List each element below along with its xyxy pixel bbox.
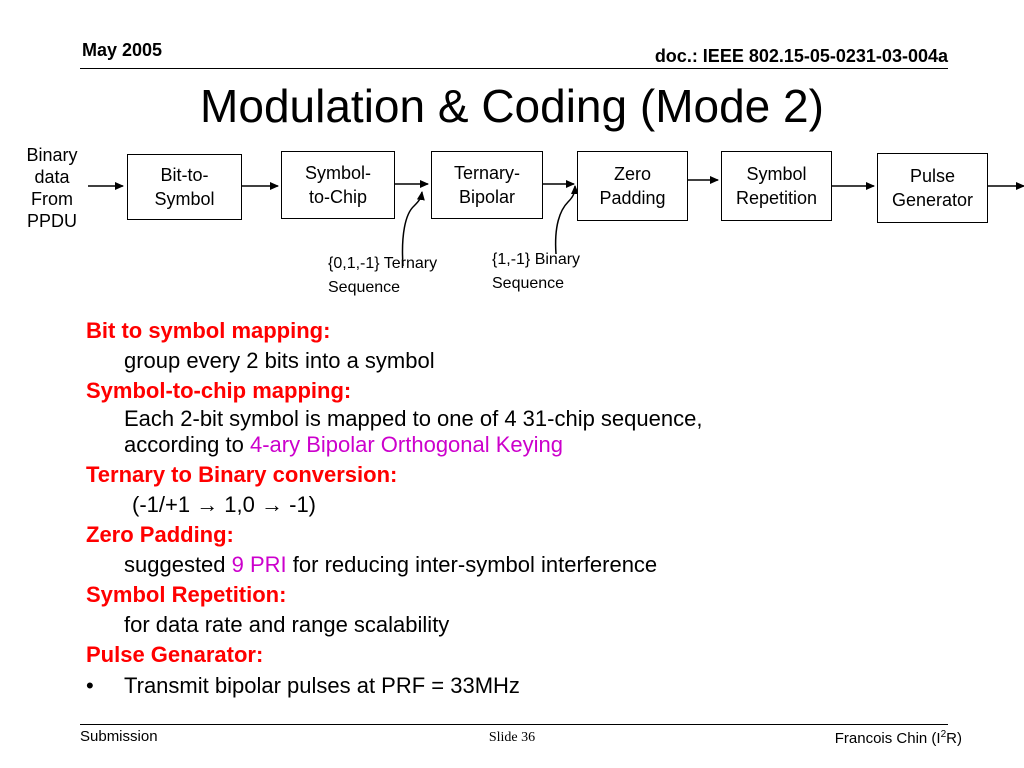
block-label: Repetition [735,188,818,208]
description-line: Each 2-bit symbol is mapped to one of 4 31-chip sequence, [124,406,703,431]
note-line: {1,-1} Binary [492,251,581,268]
footer-author-text: Francois Chin (I [834,730,941,747]
highlight-text: 9 PRI [231,552,287,577]
section-description: (-1/+1 → 1,0 → -1) [132,492,317,517]
body-text [86,316,986,702]
footer-submission: Submission [80,728,158,745]
footer-author-sup: 2 [940,729,947,740]
block-label: Symbol [746,164,807,184]
block-pulse-generator [877,153,988,223]
block-bit-to-symbol [127,154,242,220]
block-label: Pulse [909,166,955,186]
note-pointer-binary [556,186,575,254]
block-label: to-Chip [308,187,367,207]
input-label-line: PPDU [26,211,77,231]
block-label: Ternary- [453,163,520,183]
section-heading: Pulse Genarator: [86,642,264,667]
note-line: Sequence [492,275,565,292]
footer-author-text: R) [946,730,962,747]
slide-title: Modulation & Coding (Mode 2) [200,80,824,132]
block-zero-padding [577,151,688,221]
section-heading: Symbol-to-chip mapping: [86,378,352,403]
block-symbol-to-chip [281,151,395,219]
header-date: May 2005 [82,40,163,60]
description-text: suggested [124,552,232,577]
block-label: Bipolar [458,187,515,207]
section-heading: Ternary to Binary conversion: [86,462,398,487]
section-description: for data rate and range scalability [124,612,450,637]
block-label: Bit-to- [160,165,209,185]
input-label-line: From [31,189,73,209]
note-line: {0,1,-1} Ternary [328,255,438,272]
input-label-line: Binary [26,145,78,165]
footer-author [835,729,962,747]
bullet-dot: • [86,673,94,698]
description-text: according to [124,432,250,457]
bullet-text: Transmit bipolar pulses at PRF = 33MHz [124,673,520,698]
note-ternary-sequence [328,252,437,300]
highlight-text: 4-ary Bipolar Orthogonal Keying [249,432,564,457]
section-heading: Symbol Repetition: [86,582,287,607]
block-label: Symbol [154,189,215,209]
note-binary-sequence [492,248,580,296]
block-label: Generator [891,190,974,210]
header-doc-id: doc.: IEEE 802.15-05-0231-03-004a [654,46,948,66]
section-heading: Bit to symbol mapping: [86,318,331,343]
section-description [86,406,986,458]
footer-slide-number: Slide 36 [488,730,536,745]
footer-rule [80,724,948,725]
section-description: group every 2 bits into a symbol [124,348,435,373]
bullet-item [86,670,986,702]
input-label-line: data [34,167,70,187]
block-symbol-repetition [721,151,832,221]
note-line: Sequence [328,279,401,296]
description-text: for reducing inter-symbol interference [286,552,658,577]
block-label: Symbol- [304,163,371,183]
block-label: Zero [613,164,651,184]
block-ternary-bipolar [431,151,543,219]
description-line [124,432,986,458]
section-heading: Zero Padding: [86,522,234,547]
block-label: Padding [599,188,666,208]
section-description [86,550,986,580]
